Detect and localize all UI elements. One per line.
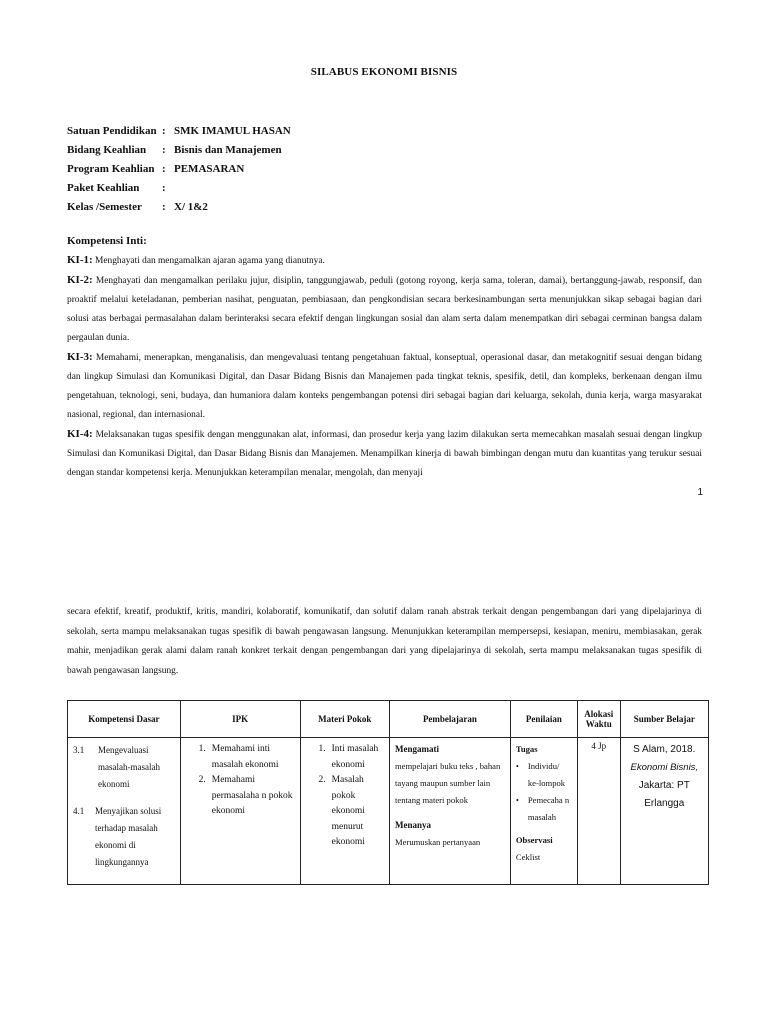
document-title: SILABUS EKONOMI BISNIS	[310, 66, 458, 78]
kd-item: 4.1 Menyajikan solusi terhadap masalah ekonomi di lingkungannya	[73, 806, 162, 867]
table-row	[68, 738, 709, 885]
sumber-title: Ekonomi Bisnis,	[630, 762, 699, 773]
info-row: Kelas /Semester : X/ 1&2	[67, 198, 291, 217]
header-cell: Kompetensi Dasar	[68, 701, 181, 738]
sumber-line: Jakarta: PT Erlangga	[638, 780, 690, 809]
info-row: Satuan Pendidikan : SMK IMAMUL HASAN	[67, 122, 291, 141]
kd-cell	[68, 738, 181, 885]
alokasi-value: 4 Jp	[591, 741, 607, 751]
header-cell: Alokasi Waktu	[577, 701, 620, 738]
ki-1	[67, 251, 702, 271]
header-cell: Materi Pokok	[300, 701, 389, 738]
table-header-row	[68, 701, 709, 738]
header-cell: IPK	[180, 701, 300, 738]
pembelajaran-heading: Mengamati	[395, 744, 439, 754]
info-value: SMK IMAMUL HASAN	[174, 125, 291, 137]
ki-2	[67, 271, 702, 348]
header-cell: Pembelajaran	[390, 701, 511, 738]
info-label: Paket Keahlian	[67, 182, 140, 194]
materi-cell	[300, 738, 389, 885]
ki-heading: Kompetensi Inti:	[67, 235, 147, 247]
info-label: Program Keahlian	[67, 163, 155, 175]
materi-item: 2. Masalah pokok ekonomi menurut ekonomi	[318, 775, 365, 847]
bullet-icon: •	[515, 761, 519, 771]
kompetensi-inti	[67, 232, 702, 483]
pembelajaran-heading: Menanya	[395, 820, 431, 830]
alokasi-cell	[577, 738, 620, 885]
ki-text: Melaksanakan tugas spesifik dengan menggunakan alat, informasi, dan prosedur kerja yang lazim dilakukan serta memecahkan masalah sesuai dengan lingkup Simulasi dan Komunikasi Digital, dan Dasar Bidang Bisnis dan Manajemen. Menampilkan kinerja di bawah bimbingan dengan mutu dan kuantitas yang terukur sesuai dengan standar kompetensi kerja. Menunjukkan keterampilan menalar, mengolah, dan menyaji	[67, 430, 702, 478]
ki-4	[67, 425, 702, 483]
ki-code: KI-2:	[67, 274, 93, 286]
ki-text: Menghayati dan mengamalkan perilaku jujur, disiplin, tanggungjawab, peduli (gotong royong, kerja sama, toleran, damai), bertanggung-jawab, responsif, dan proaktif melalui keteladanan, pemberian nasihat, penguatan, pembiasaan, dan pengkondisian secara berkesinambungan serta menunjukkan sikap sebagai bagian dari solusi atas berbagai permasalahan dalam berinteraksi secara efektif dengan lingkungan sosial dan alam serta dalam menempatkan diri sebagai cerminan bangsa dalam pergaulan dunia.	[67, 276, 702, 343]
syllabus-table	[67, 700, 709, 885]
ki-text: Memahami, menerapkan, menganalisis, dan mengevaluasi tentang pengetahuan faktual, konseptual, operasional dasar, dan metakognitif sesuai dengan bidang dan lingkup Simulasi dan Komunikasi Digital, dan Dasar Bidang Bisnis dan Manajemen pada tingkat teknis, spesifik, detil, dan kompleks, berkenaan dengan ilmu pengetahuan, teknologi, seni, budaya, dan humaniora dalam konteks pengembangan potensi diri sebagai bagian dari keluarga, sekolah, dunia kerja, warga masyarakat nasional, regional, dan internasional.	[67, 353, 702, 420]
info-label: Kelas /Semester	[67, 201, 142, 213]
header-cell: Sumber Belajar	[620, 701, 708, 738]
ki-3	[67, 348, 702, 425]
bullet-icon: •	[515, 795, 519, 805]
ki-code: KI-3:	[67, 351, 93, 363]
sumber-cell	[620, 738, 708, 885]
penilaian-item: • Individu/ ke-lompok	[516, 758, 572, 792]
ki-text: Menghayati dan mengamalkan ajaran agama yang dianutnya.	[95, 256, 325, 266]
ipk-cell	[180, 738, 300, 885]
info-value: PEMASARAN	[174, 163, 245, 175]
penilaian-cell	[510, 738, 577, 885]
info-row: Paket Keahlian :	[67, 179, 291, 198]
penilaian-heading: Observasi	[515, 835, 553, 845]
page-number: 1	[697, 487, 703, 498]
info-label: Satuan Pendidikan	[67, 125, 157, 137]
identity-block	[67, 122, 291, 217]
penilaian-text: Ceklist	[515, 852, 541, 862]
kd-item: 3.1 Mengevaluasi masalah-masalah ekonomi	[73, 745, 160, 789]
header-cell: Penilaian	[510, 701, 577, 738]
pembelajaran-text: Merumuskan pertanyaan	[395, 837, 481, 847]
info-label: Bidang Keahlian	[67, 144, 147, 156]
info-row: Bidang Keahlian : Bisnis dan Manajemen	[67, 141, 291, 160]
ki-4-continued: secara efektif, kreatif, produktif, kritis, mandiri, kolaboratif, komunikatif, dan solutif dalam ranah abstrak terkait dengan pengembangan dari yang dipelajarinya di sekolah, serta mampu melaksanakan tugas spesifik di bawah pengawasan langsung. Menunjukkan keterampilan mempersepsi, kesiapan, meniru, membiasakan, gerak mahir, menjadikan gerak alami dalam ranah konkret terkait dengan pengembangan dari yang dipelajarinya di sekolah, serta mampu melaksanakan tugas spesifik di bawah pengawasan langsung.	[67, 607, 702, 676]
info-value: Bisnis dan Manajemen	[174, 144, 282, 156]
pembelajaran-cell	[390, 738, 511, 885]
penilaian-item: • Pemecaha n masalah	[516, 792, 572, 826]
info-row: Program Keahlian : PEMASARAN	[67, 160, 291, 179]
ki-code: KI-4:	[67, 428, 93, 440]
info-value: X/ 1&2	[174, 201, 208, 213]
pembelajaran-text: mempelajari buku teks , bahan tayang maupun sumber lain tentang materi pokok	[395, 761, 501, 805]
ipk-item: 1. Memahami inti masalah ekonomi	[198, 744, 279, 770]
ki-code: KI-1:	[67, 254, 93, 266]
penilaian-heading: Tugas	[515, 744, 538, 754]
sumber-line: S Alam, 2018.	[633, 744, 696, 755]
materi-item: 1. Inti masalah ekonomi	[318, 744, 379, 770]
ipk-item: 2. Memahami permasalaha n pokok ekonomi	[198, 775, 293, 816]
